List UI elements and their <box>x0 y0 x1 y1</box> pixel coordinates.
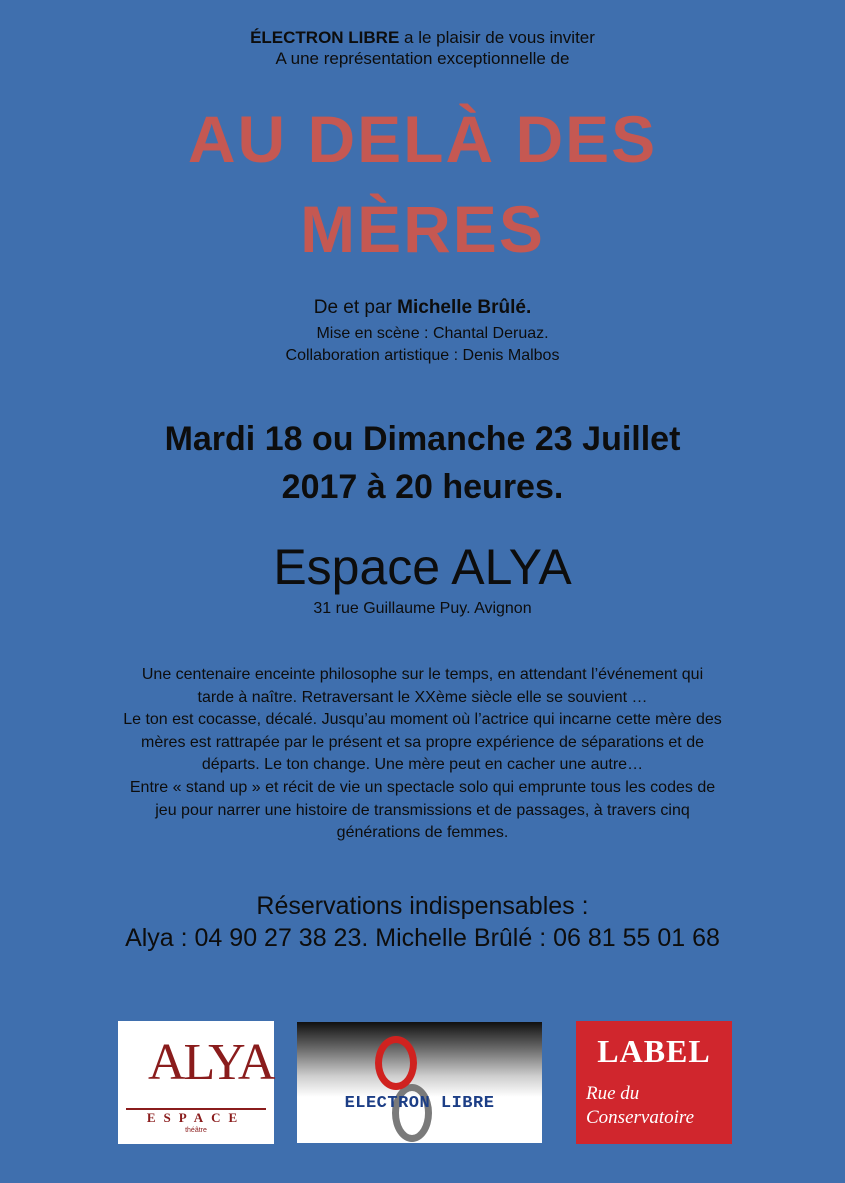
electron-libre-logo-text: ELECTRON LIBRE <box>344 1094 495 1113</box>
author-prefix: De et par <box>313 297 398 318</box>
alya-logo-espace: ESPACE <box>146 1110 246 1125</box>
description-line: Le ton est cocasse, décalé. Jusqu’au moment où l’actrice qui incarne cette mère des <box>123 711 722 729</box>
description-line: départs. Le ton change. Une mère peut en cacher une autre… <box>201 756 644 774</box>
description-line: tarde à naître. Retraversant le XXème siècle elle se souvient … <box>197 688 648 706</box>
invitation-line-1 <box>0 28 845 48</box>
description-line: jeu pour narrer une histoire de transmissions et de passages, à travers cinq <box>155 801 690 819</box>
alya-logo <box>118 1021 274 1144</box>
date-line-1: Mardi 18 ou Dimanche 23 Juillet <box>164 420 681 458</box>
electron-libre-logo <box>297 1022 542 1143</box>
description-line: Entre « stand up » et récit de vie un spectacle solo qui emprunte tous les codes de <box>129 778 716 796</box>
label-logo-line-1: Rue du <box>586 1083 640 1104</box>
electron-grey-ring-icon <box>392 1084 432 1142</box>
author-name: Michelle Brûlé. <box>397 297 532 318</box>
description-line: Une centenaire enceinte philosophe sur le temps, en attendant l’événement qui <box>141 666 704 683</box>
invitation-text: a le plaisir de vous inviter <box>399 28 595 47</box>
venue-address: 31 rue Guillaume Puy. Avignon <box>313 600 532 617</box>
collaboration-credit: Collaboration artistique : Denis Malbos <box>285 347 560 364</box>
invitation-line-2: A une représentation exceptionnelle de <box>275 49 570 68</box>
description <box>0 664 845 845</box>
reservations-contacts: Alya : 04 90 27 38 23. Michelle Brûlé : 06 81 55 01 68 <box>125 924 720 952</box>
label-logo-word: LABEL <box>597 1033 711 1069</box>
show-title-line-1: AU DELÀ DES <box>187 102 658 176</box>
description-line: générations de femmes. <box>336 824 509 842</box>
label-rue-du-conservatoire-logo <box>576 1021 732 1144</box>
alya-logo-word: ALYA <box>148 1034 274 1091</box>
reservations-heading: Réservations indispensables : <box>256 892 589 920</box>
label-logo-line-2: Conservatoire <box>586 1107 695 1128</box>
venue-name: Espace ALYA <box>273 539 572 595</box>
staging-credit: Mise en scène : Chantal Deruaz. <box>316 325 549 342</box>
description-line: mères est rattrapée par le présent et sa propre expérience de séparations et de <box>141 733 704 751</box>
electron-red-ring-icon <box>375 1036 417 1090</box>
show-title-line-2: MÈRES <box>300 192 545 266</box>
date-line-2: 2017 à 20 heures. <box>281 468 564 506</box>
organizer-name: ÉLECTRON LIBRE <box>250 28 400 47</box>
author-line <box>0 297 845 319</box>
alya-logo-theatre: théâtre <box>185 1127 207 1134</box>
